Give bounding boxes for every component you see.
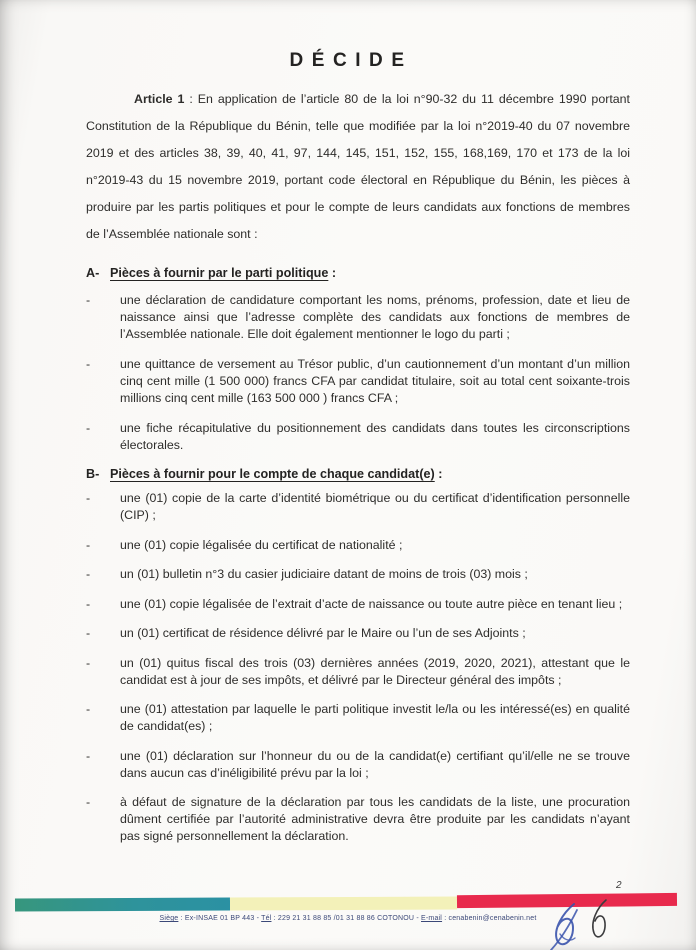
list-item — [86, 655, 630, 689]
footer-bar-yellow-segment — [230, 897, 457, 911]
section-b-list — [86, 490, 630, 845]
footer-bar-teal-segment — [15, 898, 230, 912]
list-item-text: à défaut de signature de la déclaration par tous les candidats de la liste, une procuration dûment certifiée par l’autorité administrative devra être produite par les candidats n’ayant pas signé personnellement la déclaration. — [120, 795, 630, 843]
footer-email-label: E-mail — [421, 915, 443, 922]
list-item-text: une (01) copie légalisée du certificat de nationalité ; — [120, 537, 403, 552]
list-item-text: un (01) certificat de résidence délivré par le Maire ou l’un de ses Adjoints ; — [120, 626, 526, 640]
list-item — [86, 490, 630, 524]
bullet-dash: - — [86, 567, 91, 581]
footer-tel-label: Tél — [261, 915, 272, 922]
section-a-heading — [86, 266, 630, 280]
list-item-text: une quittance de versement au Trésor public, d’un cautionnement d’un montant d’un million cinq cent mille (1 500 000) francs CFA par candidat titulaire, soit au total cent soixante-trois millions cinq cent mille (163 500 000 ) francs CFA ; — [120, 357, 630, 405]
article-1-paragraph — [86, 86, 630, 248]
section-a-heading-text: Pièces à fournir par le parti politique — [110, 266, 329, 280]
bullet-dash: - — [86, 702, 91, 716]
page-title: DÉCIDE — [289, 50, 413, 71]
footer-siege-label: Siège — [159, 915, 179, 922]
footer-siege-text: : Ex-INSAE 01 BP 443 - — [178, 915, 262, 922]
section-b-heading — [86, 467, 630, 481]
article-1-label: Article 1 — [134, 92, 185, 106]
section-a-label: A- — [86, 266, 100, 280]
list-item-text: une déclaration de candidature comportant les noms, prénoms, profession, date et lieu de naissance ainsi que l’adresse complète des candidats aux fonctions de membres de l’Assemblée nationale. Elle doit également mentionner le logo du parti ; — [120, 293, 630, 341]
bullet-dash: - — [86, 491, 91, 505]
bullet-dash: - — [86, 795, 91, 809]
list-item — [86, 748, 630, 782]
list-item — [86, 625, 630, 642]
bullet-dash: - — [86, 596, 91, 611]
bullet-dash: - — [86, 357, 91, 371]
section-a-list — [86, 292, 630, 454]
bullet-dash: - — [86, 293, 91, 307]
list-item-text: une (01) copie de la carte d’identité biométrique ou du certificat d’identification personnelle (CIP) ; — [120, 491, 630, 522]
page-number: 2 — [616, 880, 622, 891]
list-item-text: une fiche récapitulative du positionnement des candidats dans toutes les circonscriptions électorales. — [120, 421, 630, 452]
list-item-text: une (01) attestation par laquelle le parti politique investit le/la ou les intéressé(es) en qualité de candidat(es) ; — [120, 702, 630, 733]
section-a-heading-suffix: : — [328, 266, 337, 280]
list-item — [86, 794, 630, 845]
bullet-dash: - — [86, 537, 91, 552]
bullet-dash: - — [86, 421, 91, 435]
list-item-text: un (01) quitus fiscal des trois (03) dernières années (2019, 2020, 2021), attestant que le candidat est à jour de ses impôts, et délivré par le Directeur général des impôts ; — [120, 655, 630, 687]
signature-dark-stroke — [593, 900, 606, 937]
list-item-text: un (01) bulletin n°3 du casier judiciaire datant de moins de trois (03) mois ; — [120, 567, 528, 581]
section-b-heading-suffix: : — [434, 467, 443, 481]
list-item — [86, 292, 630, 343]
list-item — [86, 596, 630, 613]
bullet-dash: - — [86, 626, 91, 640]
footer-email-text: : cenabenin@cenabenin.net — [442, 915, 537, 922]
list-item — [86, 356, 630, 407]
list-item — [86, 566, 630, 583]
list-item-text: une (01) copie légalisée de l’extrait d’acte de naissance ou toute autre pièce en tenant lieu ; — [120, 596, 623, 611]
bullet-dash: - — [86, 655, 91, 670]
footer-tel-text: : 229 21 31 88 85 /01 31 88 86 COTONOU - — [271, 915, 422, 922]
article-1-text: : En application de l’article 80 de la loi n°90-32 du 11 décembre 1990 portant Constitution de la République du Bénin, telle que modifiée par la loi n°2019-40 du 07 novembre 2019 et des articles 38, 39, 40, 41, 97, 144, 145, 151, 152, 155, 168,169, 170 et 173 de la loi n°2019-43 du 15 novembre 2019, portant code électoral en République du Bénin, les pièces à produire par les partis politiques et pour le compte de leurs candidats aux fonctions de membres de l’Assemblée nationale sont : — [86, 92, 630, 241]
list-item-text: une (01) déclaration sur l’honneur du ou de la candidat(e) certifiant qu’il/elle ne se trouve dans aucun cas d’inéligibilité prévu par la loi ; — [120, 748, 630, 780]
list-item — [86, 420, 630, 454]
list-item — [86, 537, 630, 554]
list-item — [86, 701, 630, 735]
section-b-label: B- — [86, 467, 100, 481]
bullet-dash: - — [86, 748, 91, 763]
handwritten-signature — [518, 870, 690, 950]
section-b-heading-text: Pièces à fournir pour le compte de chaque candidat(e) — [110, 467, 435, 481]
